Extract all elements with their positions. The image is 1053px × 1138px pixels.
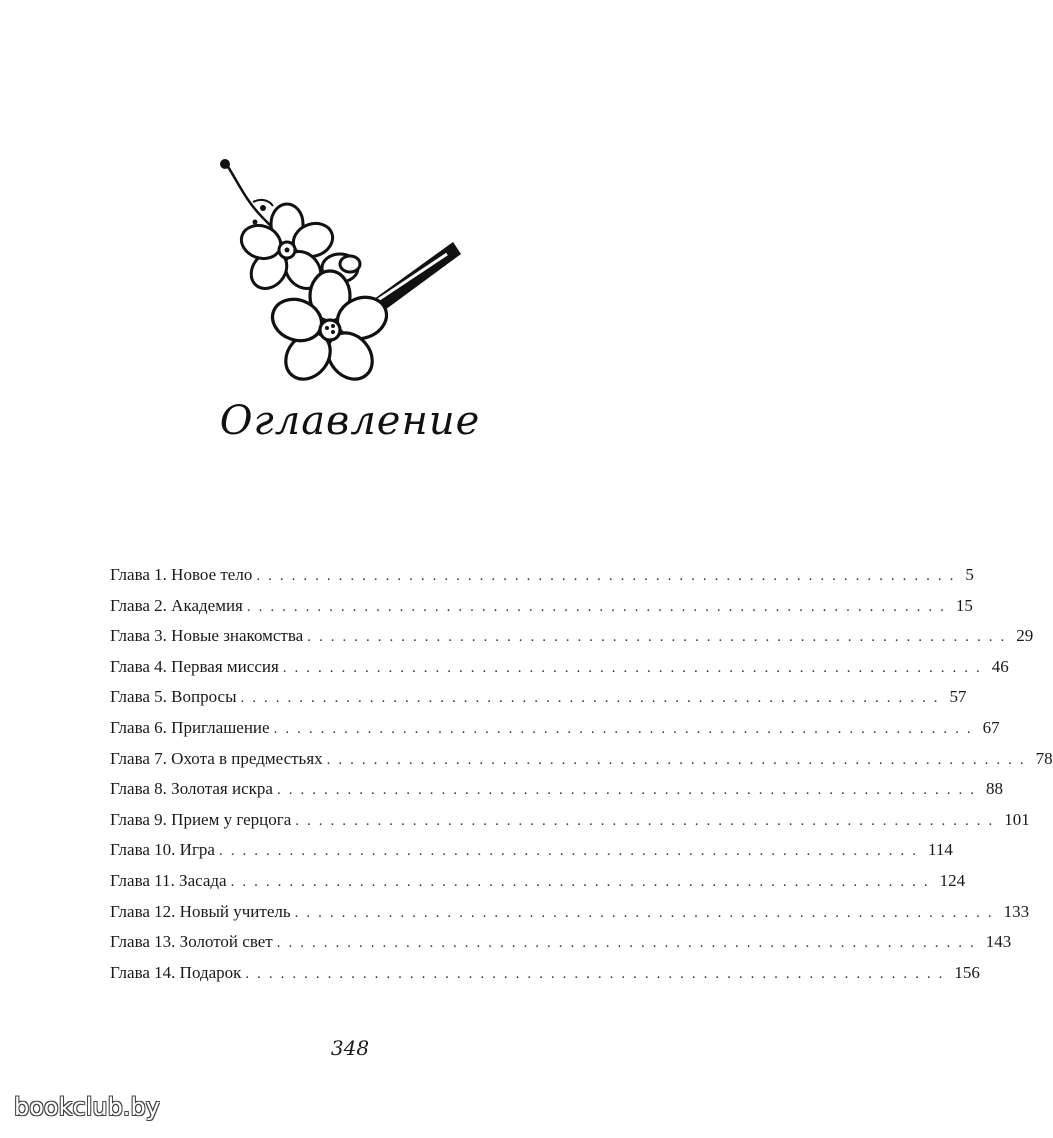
toc-entry (110, 897, 1030, 928)
toc-entry-page: 156 (954, 962, 980, 982)
toc-entry-title: Глава 13. Золотой свет (110, 932, 273, 952)
toc-entry (110, 927, 1012, 958)
toc-entry (110, 744, 1053, 775)
toc-entry-page: 5 (965, 565, 974, 584)
toc-entry-title: Глава 4. Первая миссия (110, 656, 279, 676)
toc-entry-page: 101 (1004, 809, 1030, 829)
toc-entry (110, 713, 1000, 744)
toc-leader-dots: ............................................................ (230, 873, 936, 890)
watermark: bookclub.by (14, 1093, 160, 1121)
toc-entry-title: Глава 9. Прием у герцога (110, 809, 292, 829)
toc-leader-dots: ............................................................ (282, 659, 988, 676)
toc-leader-dots: ............................................................ (245, 965, 951, 982)
toc-entry (110, 591, 973, 622)
toc-leader-dots: ............................................................ (295, 812, 1001, 829)
toc-entry-page: 143 (985, 932, 1012, 952)
toc-entry-title: Глава 8. Золотая искра (110, 779, 273, 799)
toc-entry-title: Глава 6. Приглашение (110, 717, 270, 737)
toc-leader-dots: ............................................................ (246, 598, 952, 615)
table-of-contents (110, 560, 1053, 988)
toc-entry (110, 866, 966, 897)
toc-leader-dots: ............................................................ (273, 720, 979, 737)
toc-entry-page: 15 (955, 595, 973, 615)
toc-entry-title: Глава 10. Игра (110, 840, 215, 860)
toc-leader-dots: ............................................................ (276, 935, 982, 952)
toc-entry-title: Глава 1. Новое тело (110, 565, 253, 584)
toc-entry-page: 114 (927, 840, 953, 860)
toc-entry (110, 682, 967, 713)
toc-entry (110, 560, 974, 591)
toc-entry-title: Глава 12. Новый учитель (110, 901, 291, 921)
toc-heading: Оглавление (219, 398, 481, 444)
toc-entry-page: 29 (1016, 626, 1034, 646)
toc-entry-title: Глава 5. Вопросы (110, 687, 237, 707)
toc-entry-title: Глава 7. Охота в предместьях (110, 748, 323, 768)
flower-hairpin-icon (215, 150, 465, 390)
toc-entry-title: Глава 3. Новые знакомства (110, 626, 304, 646)
toc-entry-title: Глава 2. Академия (110, 595, 243, 615)
toc-entry-page: 67 (982, 717, 1000, 737)
toc-leader-dots: ............................................................ (218, 843, 924, 860)
toc-leader-dots: ............................................................ (294, 904, 1000, 921)
toc-entry (110, 774, 1003, 805)
toc-entry (110, 835, 953, 866)
toc-entry-page: 124 (939, 870, 966, 890)
toc-leader-dots: ............................................................ (326, 751, 1032, 768)
toc-entry-page: 88 (985, 779, 1003, 799)
toc-leader-dots: ............................................................ (240, 690, 946, 707)
toc-entry-page: 78 (1035, 748, 1053, 768)
toc-entry (110, 652, 1009, 683)
toc-entry-page: 133 (1003, 901, 1030, 921)
toc-entry (110, 958, 980, 989)
toc-leader-dots: ............................................................ (307, 629, 1013, 646)
toc-leader-dots: ............................................................ (276, 782, 982, 799)
toc-entry-title: Глава 14. Подарок (110, 962, 242, 982)
toc-entry-page: 46 (991, 656, 1009, 676)
toc-entry-page: 57 (949, 687, 967, 707)
toc-leader-dots: ............................................................ (256, 568, 962, 584)
toc-entry (110, 621, 1034, 652)
toc-entry (110, 805, 1030, 836)
toc-entry-title: Глава 11. Засада (110, 870, 227, 890)
page-number: 348 (330, 1036, 370, 1060)
